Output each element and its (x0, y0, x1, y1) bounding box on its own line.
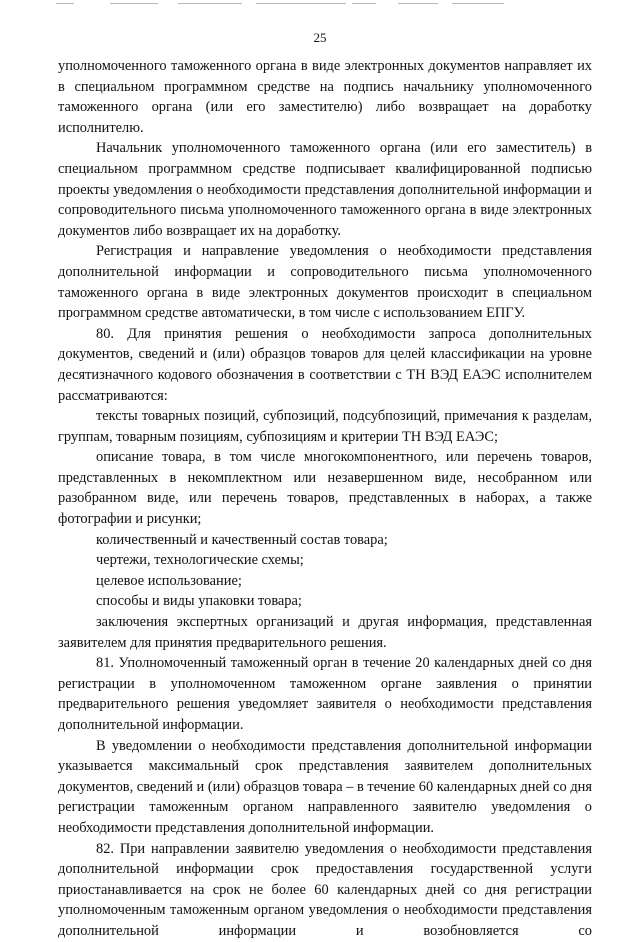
paragraph-item-82: 82. При направлении заявителю уведомления о необходимости представления дополнительной информации срок предоставления государственной услуги приостанавливается на срок не более 60 календарных дней со дня регистрации уполномоченным таможенным органом уведомления о необходимости представления дополнительной информации и возобновляется со (58, 840, 592, 939)
list-item: описание товара, в том числе многокомпонентного, или перечень товаров, представленных в некомплектном или незавершенном виде, несобранном или разобранном виде, или перечень товаров, представленных в наборах, а также фотографии и рисунки; (58, 449, 592, 528)
page-number: 25 (313, 30, 327, 45)
paragraph: Регистрация и направление уведомления о необходимости представления дополнительной информации и сопроводительного письма уполномоченного таможенного органа в виде электронных документов происходит в специальном программном средстве автоматически, в том числе с использованием ЕПГУ. (58, 243, 592, 322)
list-item: количественный и качественный состав товара; (96, 531, 388, 548)
list-item: заключения экспертных организаций и другая информация, представленная заявителем для принятия предварительного решения. (58, 614, 592, 651)
paragraph-continuation: уполномоченного таможенного органа в виде электронных документов направляет их в специальном программном средстве на подпись начальнику уполномоченного таможенного органа (или его заместителю) либо возвращает на доработку исполнителю. (58, 58, 592, 136)
paragraph-item-81: 81. Уполномоченный таможенный орган в течение 20 календарных дней со дня регистрации в уполномоченном таможенном органе заявления о принятии предварительного решения уведомляет заявителя о необходимости представления дополнительной информации. (58, 655, 592, 733)
scan-edge-marks (0, 0, 640, 8)
list-item: чертежи, технологические схемы; (96, 552, 304, 569)
paragraph: Начальник уполномоченного таможенного органа (или его заместитель) в специальном программном средстве подписывает квалифицированной подписью проекты уведомления о необходимости представления дополнительной информации и сопроводительного письма уполномоченного таможенного органа в виде электронных документов либо возвращает их на доработку. (58, 140, 592, 239)
list-item: целевое использование; (96, 572, 242, 589)
document-body (58, 56, 592, 942)
paragraph-item-80: 80. Для принятия решения о необходимости запроса дополнительных документов, сведений и (или) образцов товаров для целей классификации на уровне десятизначного кодового обозначения в соответствии с ТН ВЭД ЕАЭС исполнителем рассматриваются: (58, 325, 592, 404)
paragraph: В уведомлении о необходимости представления дополнительной информации указывается максимальный срок представления заявителем дополнительных документов, сведений и (или) образцов товара – в течение 60 календарных дней со дня регистрации таможенным органом направленного заявителю уведомления о необходимости представления дополнительной информации. (58, 737, 592, 836)
list-item: способы и виды упаковки товара; (96, 593, 302, 610)
list-item: тексты товарных позиций, субпозиций, подсубпозиций, примечания к разделам, группам, товарным позициям, субпозициям и критерии ТН ВЭД ЕАЭС; (58, 408, 592, 445)
